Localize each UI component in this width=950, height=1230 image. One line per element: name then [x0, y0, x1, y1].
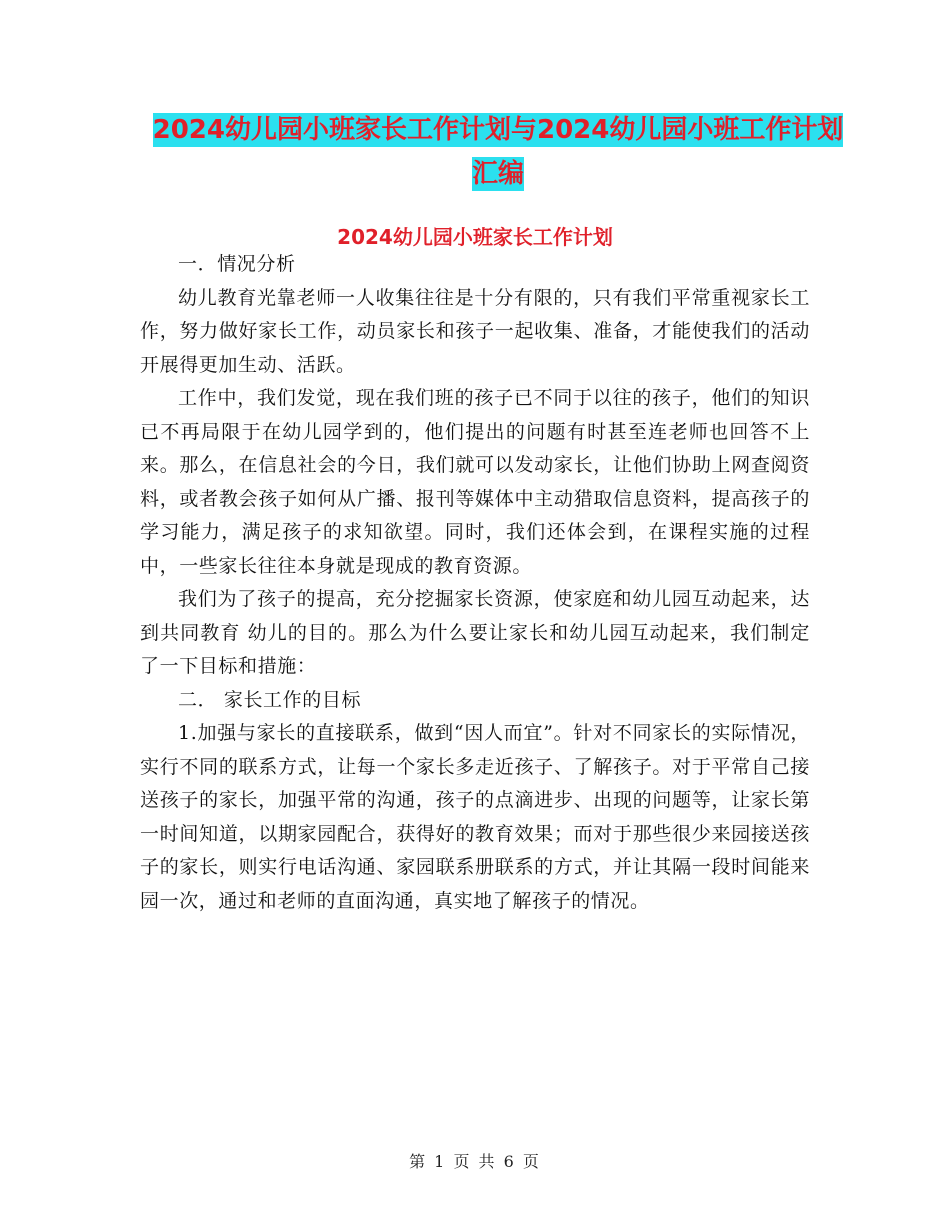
document-body	[140, 248, 810, 918]
paragraph: 1.加强与家长的直接联系，做到“因人而宜”。针对不同家长的实际情况，实行不同的联系方式，让每一个家长多走近孩子、了解孩子。对于平常自己接送孩子的家长，加强平常的沟通，孩子的点滴进步、出现的问题等，让家长第一时间知道，以期家园配合，获得好的教育效果；而对于那些很少来园接送孩子的家长，则实行电话沟通、家园联系册联系的方式，并让其隔一段时间能来园一次，通过和老师的直面沟通，真实地了解孩子的情况。	[140, 722, 810, 912]
paragraph: 我们为了孩子的提高，充分挖掘家长资源，使家庭和幼儿园互动起来，达到共同教育 幼儿的目的。那么为什么要让家长和幼儿园互动起来，我们制定了一下目标和措施：	[140, 588, 810, 677]
paragraph-heading-situation: 一．情况分析	[178, 253, 296, 275]
section-title: 2024幼儿园小班家长工作计划	[337, 225, 613, 249]
document-title	[140, 108, 856, 196]
paragraph: 幼儿教育光靠老师一人收集往往是十分有限的，只有我们平常重视家长工作，努力做好家长工作，动员家长和孩子一起收集、准备，才能使我们的活动开展得更加生动、活跃。	[140, 286, 810, 376]
paragraph: 工作中，我们发觉，现在我们班的孩子已不同于以往的孩子，他们的知识已不再局限于在幼儿园学到的，他们提出的问题有时甚至连老师也回答不上来。那么，在信息社会的今日，我们就可以发动家长，让他们协助上网查阅资料，或者教会孩子如何从广播、报刊等媒体中主动猎取信息资料，提高孩子的学习能力，满足孩子的求知欲望。同时，我们还体会到，在课程实施的过程中，一些家长往往本身就是现成的教育资源。	[140, 387, 810, 577]
page-footer: 第 1 页 共 6 页	[409, 1152, 541, 1171]
document-title-highlight: 2024幼儿园小班家长工作计划与2024幼儿园小班工作计划汇编	[152, 115, 844, 189]
paragraph-heading-goals: 二． 家长工作的目标	[178, 688, 362, 711]
